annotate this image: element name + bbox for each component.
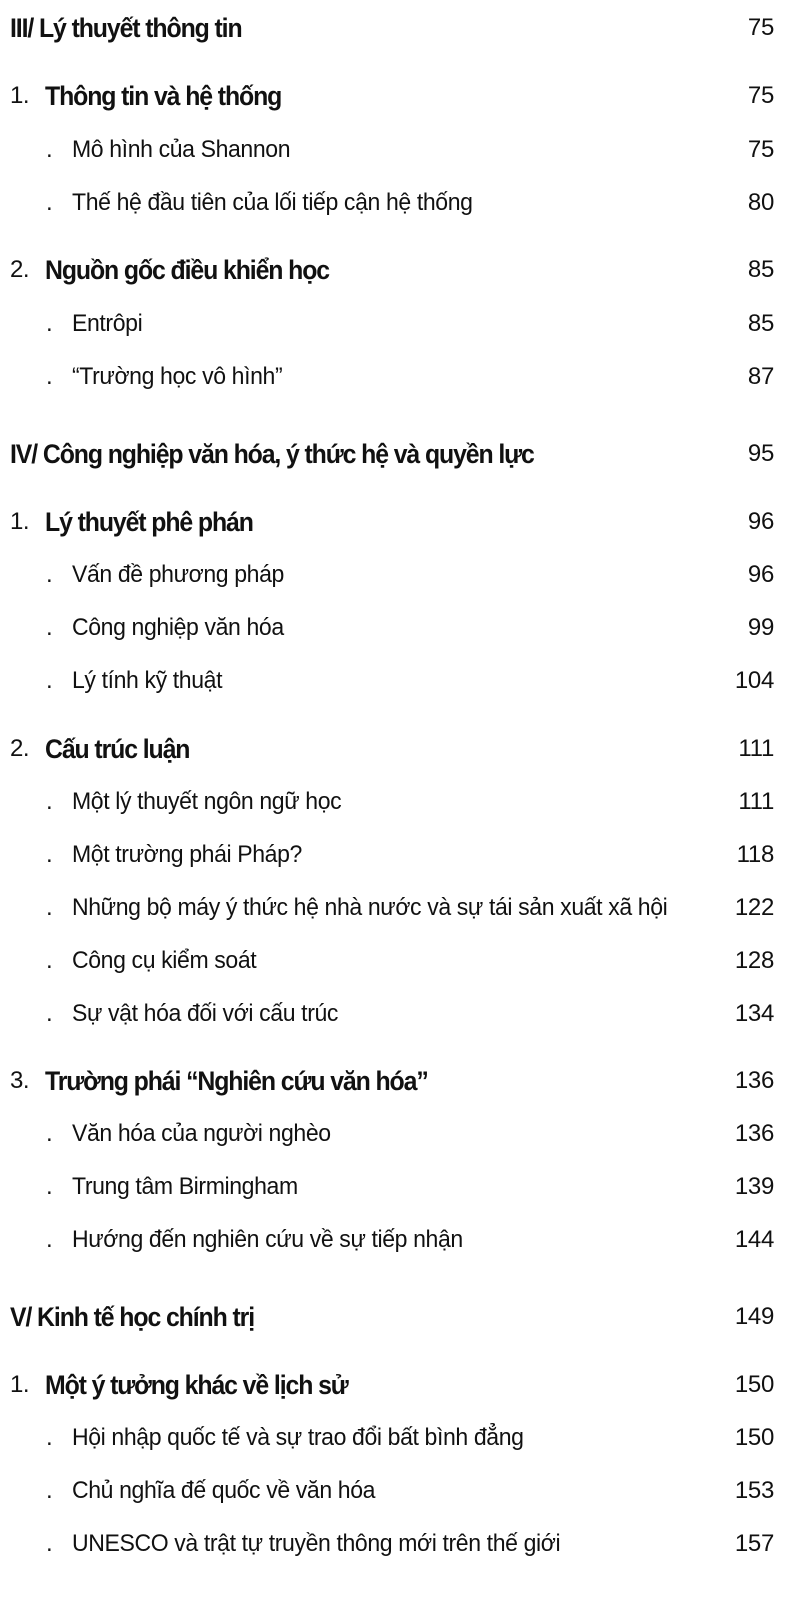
toc-title: Cấu trúc luận [45, 734, 190, 764]
toc-page-number: 136 [734, 1067, 774, 1094]
toc-page-number: 75 [747, 136, 774, 163]
toc-title: Công cụ kiểm soát [72, 947, 257, 974]
toc-page-number: 144 [734, 1226, 774, 1253]
toc-chapter-heading[interactable] [0, 1061, 800, 1101]
toc-title: Hội nhập quốc tế và sự trao đổi bất bình đẳng [72, 1424, 524, 1451]
toc-subitem[interactable] [0, 1220, 800, 1260]
toc-page-number: 75 [747, 14, 774, 41]
toc-bullet: . [46, 310, 53, 337]
toc-title: Những bộ máy ý thức hệ nhà nước và sự tái sản xuất xã hội [72, 894, 668, 921]
toc-page-number: 122 [734, 894, 774, 921]
toc-chapter-number: 2. [10, 256, 30, 283]
toc-bullet: . [46, 561, 53, 588]
toc-bullet: . [46, 363, 53, 390]
toc-bullet: . [46, 1530, 53, 1557]
toc-bullet: . [46, 1120, 53, 1147]
toc-bullet: . [46, 614, 53, 641]
toc-chapter-number: 1. [10, 508, 30, 535]
toc-title: Một trường phái Pháp? [72, 841, 302, 868]
toc-page-number: 87 [747, 363, 774, 390]
toc-title: Hướng đến nghiên cứu về sự tiếp nhận [72, 1226, 463, 1253]
toc-title: IV/ Công nghiệp văn hóa, ý thức hệ và quyền lực [10, 439, 534, 469]
toc-title: “Trường học vô hình” [72, 363, 283, 390]
toc-bullet: . [46, 1226, 53, 1253]
toc-page-number: 136 [734, 1120, 774, 1147]
toc-subitem[interactable] [0, 357, 800, 397]
toc-page-number: 95 [747, 440, 774, 467]
toc-page-number: 80 [747, 189, 774, 216]
toc-page-number: 150 [734, 1424, 774, 1451]
toc-subitem[interactable] [0, 1418, 800, 1458]
toc-subitem[interactable] [0, 782, 800, 822]
toc-chapter-heading[interactable] [0, 76, 800, 116]
toc-page-number: 111 [738, 735, 774, 762]
toc-bullet: . [46, 947, 53, 974]
toc-subitem[interactable] [0, 304, 800, 344]
toc-page-number: 99 [747, 614, 774, 641]
toc-page-number: 75 [747, 82, 774, 109]
toc-chapter-number: 3. [10, 1067, 30, 1094]
toc-subitem[interactable] [0, 661, 800, 701]
toc-subitem[interactable] [0, 608, 800, 648]
toc-chapter-number: 1. [10, 1371, 30, 1398]
toc-part-heading[interactable] [0, 8, 800, 48]
toc-subitem[interactable] [0, 1167, 800, 1207]
toc-bullet: . [46, 667, 53, 694]
toc-bullet: . [46, 1173, 53, 1200]
toc-title: Thế hệ đầu tiên của lối tiếp cận hệ thống [72, 189, 473, 216]
toc-title: Văn hóa của người nghèo [72, 1120, 331, 1147]
toc-subitem[interactable] [0, 555, 800, 595]
toc-title: Sự vật hóa đối với cấu trúc [72, 1000, 339, 1027]
toc-title: Thông tin và hệ thống [45, 81, 282, 111]
toc-page-number: 118 [736, 841, 774, 868]
toc-subitem[interactable] [0, 941, 800, 981]
toc-bullet: . [46, 788, 53, 815]
toc-title: Một ý tưởng khác về lịch sử [45, 1370, 348, 1400]
toc-title: Trung tâm Birmingham [72, 1173, 298, 1200]
toc-chapter-number: 1. [10, 82, 30, 109]
toc-page-number: 111 [738, 788, 774, 815]
toc-subitem[interactable] [0, 1524, 800, 1564]
toc-page-number: 85 [747, 256, 774, 283]
toc-title: Entrôpi [72, 310, 143, 337]
toc-title: Trường phái “Nghiên cứu văn hóa” [45, 1066, 428, 1096]
toc-page-number: 96 [747, 508, 774, 535]
toc-title: V/ Kinh tế học chính trị [10, 1302, 255, 1332]
toc-bullet: . [46, 189, 53, 216]
toc-bullet: . [46, 894, 53, 921]
toc-subitem[interactable] [0, 835, 800, 875]
toc-chapter-number: 2. [10, 735, 30, 762]
toc-chapter-heading[interactable] [0, 250, 800, 290]
toc-title: Mô hình của Shannon [72, 136, 291, 163]
toc-page-number: 128 [734, 947, 774, 974]
toc-title: III/ Lý thuyết thông tin [10, 13, 242, 43]
toc-bullet: . [46, 136, 53, 163]
toc-page-number: 150 [734, 1371, 774, 1398]
toc-bullet: . [46, 1000, 53, 1027]
toc-page-number: 139 [734, 1173, 774, 1200]
toc-bullet: . [46, 841, 53, 868]
toc-subitem[interactable] [0, 1471, 800, 1511]
toc-bullet: . [46, 1477, 53, 1504]
toc-title: Vấn đề phương pháp [72, 561, 284, 588]
toc-subitem[interactable] [0, 994, 800, 1034]
toc-page-number: 157 [734, 1530, 774, 1557]
toc-page-number: 149 [734, 1303, 774, 1330]
toc-part-heading[interactable] [0, 1297, 800, 1337]
toc-title: Lý thuyết phê phán [45, 507, 253, 537]
toc-page-number: 85 [747, 310, 774, 337]
toc-subitem[interactable] [0, 1114, 800, 1154]
toc-subitem[interactable] [0, 183, 800, 223]
toc-chapter-heading[interactable] [0, 729, 800, 769]
toc-part-heading[interactable] [0, 434, 800, 474]
toc-subitem[interactable] [0, 888, 800, 928]
toc-page-number: 104 [734, 667, 774, 694]
toc-title: Nguồn gốc điều khiển học [45, 255, 330, 285]
toc-chapter-heading[interactable] [0, 502, 800, 542]
toc-title: Chủ nghĩa đế quốc về văn hóa [72, 1477, 376, 1504]
toc-title: Lý tính kỹ thuật [72, 667, 223, 694]
toc-title: UNESCO và trật tự truyền thông mới trên thế giới [72, 1530, 561, 1557]
toc-subitem[interactable] [0, 130, 800, 170]
toc-chapter-heading[interactable] [0, 1365, 800, 1405]
toc-page-number: 134 [734, 1000, 774, 1027]
toc-page-number: 153 [734, 1477, 774, 1504]
toc-title: Công nghiệp văn hóa [72, 614, 284, 641]
toc-page-number: 96 [747, 561, 774, 588]
toc-title: Một lý thuyết ngôn ngữ học [72, 788, 342, 815]
toc-bullet: . [46, 1424, 53, 1451]
